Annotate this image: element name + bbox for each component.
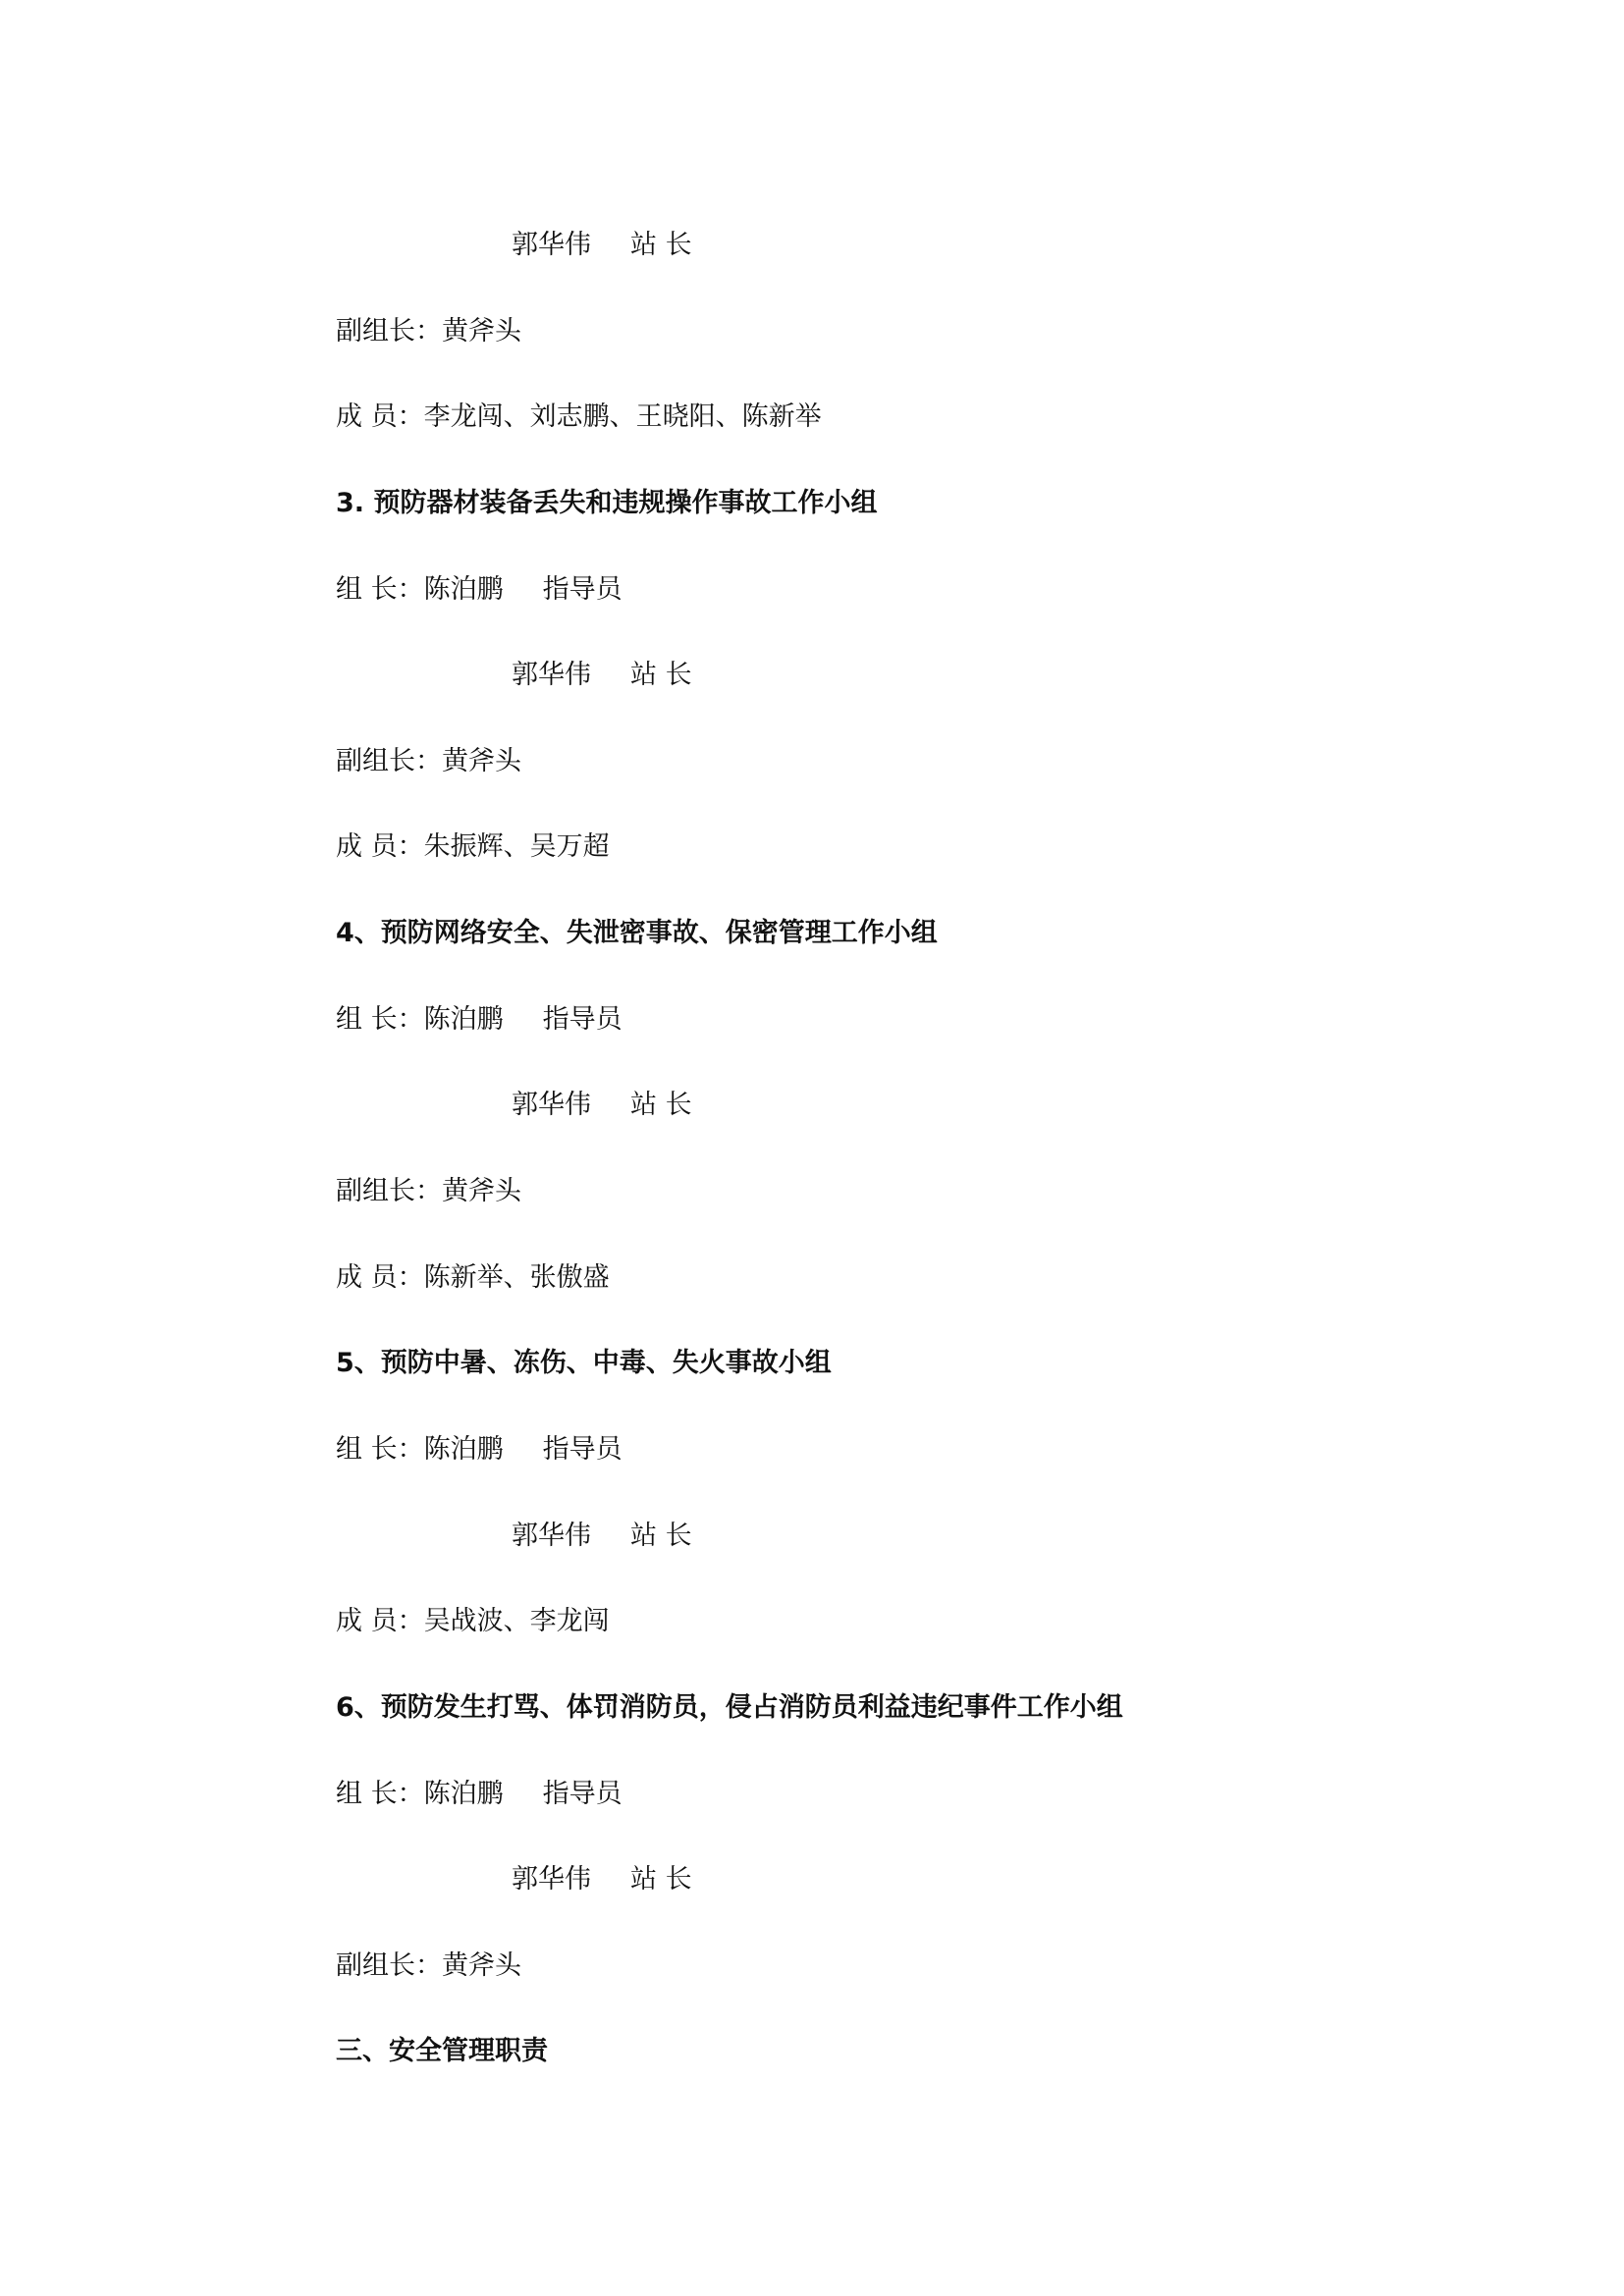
line-label: 成 员： [336,1262,424,1293]
line-label: 副组长： [336,1950,442,1981]
person-title: 站 长 [630,230,692,260]
person-name: 郭华伟 [512,1521,591,1551]
person-name: 郭华伟 [512,1090,591,1120]
leader-line [336,1777,623,1812]
person-title: 站 长 [630,1521,692,1551]
leader-line [336,1002,623,1038]
person-name: 陈泊鹏 [423,1434,504,1465]
person-title: 站 长 [630,1090,692,1120]
leader-line [512,658,692,693]
person-title: 指导员 [542,1434,623,1465]
members-line [336,829,610,865]
line-label: 组 长： [336,574,424,605]
person-title: 指导员 [542,1779,623,1809]
deputy-leader-line [336,314,521,349]
line-label: 副组长： [336,1176,442,1206]
person-title: 指导员 [542,574,623,605]
line-label: 成 员： [336,401,424,432]
deputy-leader-line [336,1949,521,1984]
line-value: 朱振辉、吴万超 [423,831,610,862]
deputy-leader-line [336,1174,521,1209]
line-value: 黄斧头 [442,316,521,347]
leader-line [512,1088,692,1123]
person-title: 指导员 [542,1004,623,1035]
section-heading: 三、安全管理职责 [336,2036,548,2066]
members-line [336,1604,610,1639]
line-label: 成 员： [336,1606,424,1636]
leader-line [336,572,623,608]
line-value: 陈新举、张傲盛 [423,1262,610,1293]
person-name: 陈泊鹏 [423,574,504,605]
person-name: 陈泊鹏 [423,1004,504,1035]
line-value: 黄斧头 [442,746,521,776]
leader-line [336,1432,623,1468]
members-line [336,1260,610,1296]
section-heading: 4、预防网络安全、失泄密事故、保密管理工作小组 [336,918,938,948]
person-title: 站 长 [630,1864,692,1895]
leader-line [512,1862,692,1897]
line-label: 成 员： [336,831,424,862]
person-name: 郭华伟 [512,660,591,690]
line-value: 吴战波、李龙闯 [423,1606,610,1636]
person-name: 陈泊鹏 [423,1779,504,1809]
deputy-leader-line [336,744,521,779]
line-label: 副组长： [336,316,442,347]
line-label: 副组长： [336,746,442,776]
line-value: 李龙闯、刘志鹏、王晓阳、陈新举 [423,401,822,432]
section-heading: 5、预防中暑、冻伤、中毒、失火事故小组 [336,1348,832,1378]
person-title: 站 长 [630,660,692,690]
line-label: 组 长： [336,1004,424,1035]
leader-line [512,1519,692,1554]
person-name: 郭华伟 [512,1864,591,1895]
section-heading: 6、预防发生打骂、体罚消防员，侵占消防员利益违纪事件工作小组 [336,1692,1123,1723]
person-name: 郭华伟 [512,230,591,260]
line-label: 组 长： [336,1779,424,1809]
leader-line [512,228,692,263]
line-value: 黄斧头 [442,1176,521,1206]
section-heading: 3. 预防器材装备丢失和违规操作事故工作小组 [336,488,878,518]
line-value: 黄斧头 [442,1950,521,1981]
line-label: 组 长： [336,1434,424,1465]
members-line [336,400,822,435]
